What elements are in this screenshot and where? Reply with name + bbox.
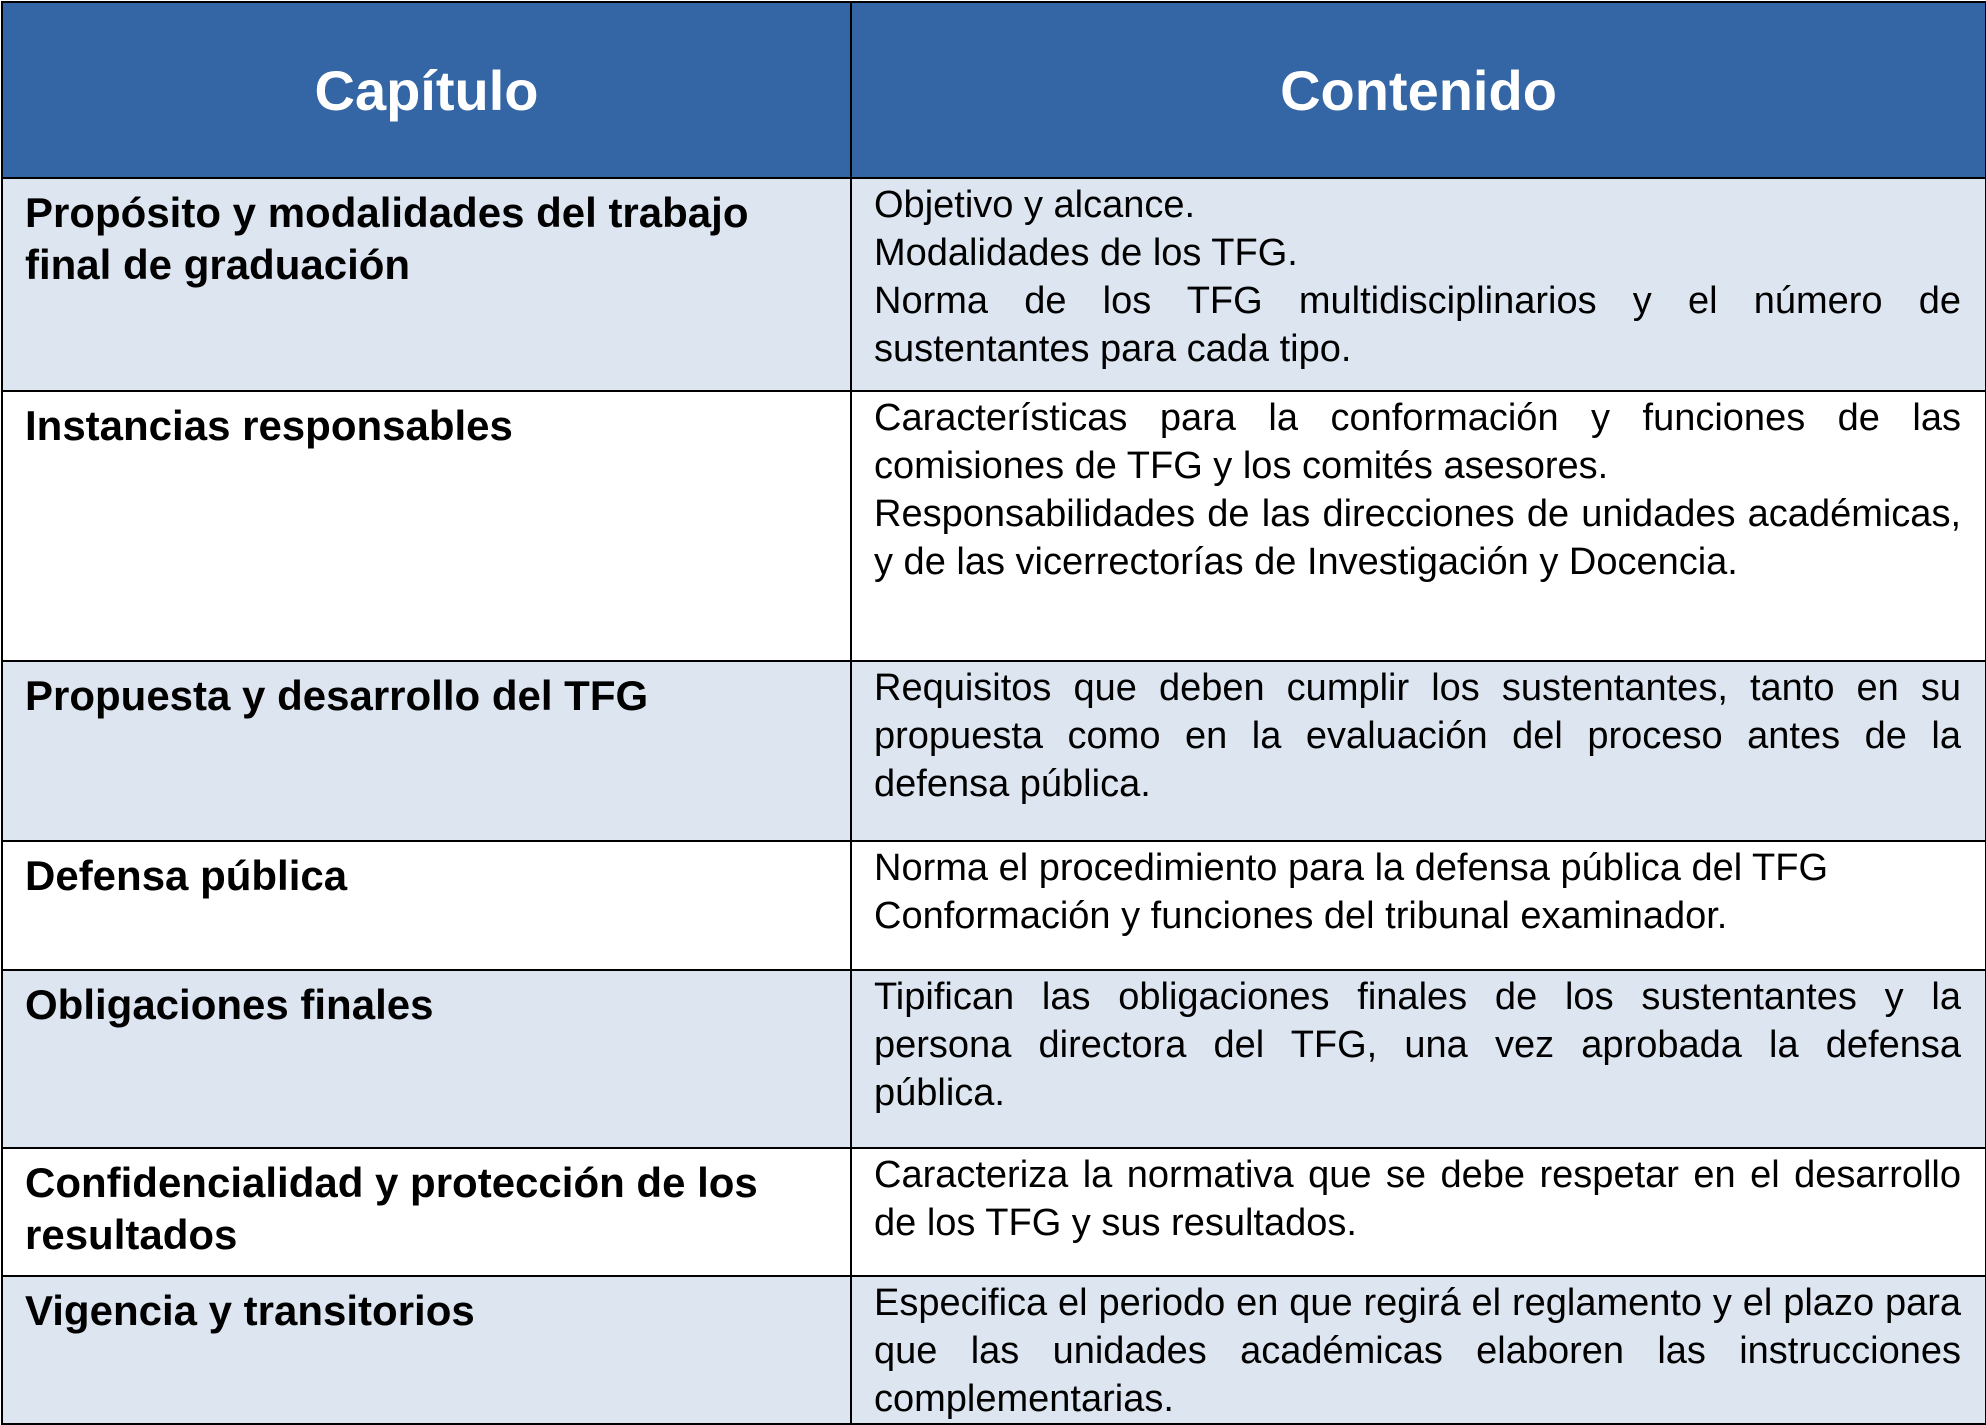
content-line: Características para la conformación y funciones de las comisiones de TFG y los comités asesores. — [874, 397, 1961, 487]
header-content: Contenido — [851, 2, 1986, 178]
content-cell — [851, 391, 1986, 661]
table-row — [2, 841, 1986, 970]
chapter-cell: Vigencia y transitorios — [2, 1276, 851, 1424]
chapter-cell: Confidencialidad y protección de los resultados — [2, 1148, 851, 1276]
table-row — [2, 178, 1986, 391]
table-row — [2, 1276, 1986, 1424]
chapter-cell: Propósito y modalidades del trabajo final de graduación — [2, 178, 851, 391]
content-line: Responsabilidades de las direcciones de unidades académicas, y de las vicerrectorías de Investigación y Docencia. — [874, 493, 1961, 583]
content-cell — [851, 841, 1986, 970]
chapter-cell: Defensa pública — [2, 841, 851, 970]
header-chapter: Capítulo — [2, 2, 851, 178]
content-line: Modalidades de los TFG. — [874, 232, 1298, 274]
table-row — [2, 970, 1986, 1148]
content-line: Objetivo y alcance. — [874, 184, 1196, 226]
table-row — [2, 391, 1986, 661]
content-cell — [851, 970, 1986, 1148]
content-cell — [851, 1276, 1986, 1424]
chapter-content-table — [1, 1, 1986, 1425]
content-line: Especifica el periodo en que regirá el reglamento y el plazo para que las unidades académicas elaboren las instrucciones complementarias. — [874, 1282, 1961, 1420]
content-line: Caracteriza la normativa que se debe respetar en el desarrollo de los TFG y sus resultados. — [874, 1154, 1961, 1244]
content-line: Norma de los TFG multidisciplinarios y el número de sustentantes para cada tipo. — [874, 280, 1961, 370]
content-line: Tipifican las obligaciones finales de los sustentantes y la persona directora del TFG, una vez aprobada la defensa pública. — [874, 976, 1961, 1114]
table-row — [2, 661, 1986, 841]
chapter-cell: Propuesta y desarrollo del TFG — [2, 661, 851, 841]
content-line: Norma el procedimiento para la defensa pública del TFG — [874, 847, 1829, 889]
content-cell — [851, 661, 1986, 841]
chapter-cell: Instancias responsables — [2, 391, 851, 661]
content-line: Requisitos que deben cumplir los sustentantes, tanto en su propuesta como en la evaluación del proceso antes de la defensa pública. — [874, 667, 1961, 805]
chapter-cell: Obligaciones finales — [2, 970, 851, 1148]
header-row — [2, 2, 1986, 178]
content-line: Conformación y funciones del tribunal examinador. — [874, 895, 1728, 937]
content-cell — [851, 178, 1986, 391]
table-row — [2, 1148, 1986, 1276]
content-cell — [851, 1148, 1986, 1276]
